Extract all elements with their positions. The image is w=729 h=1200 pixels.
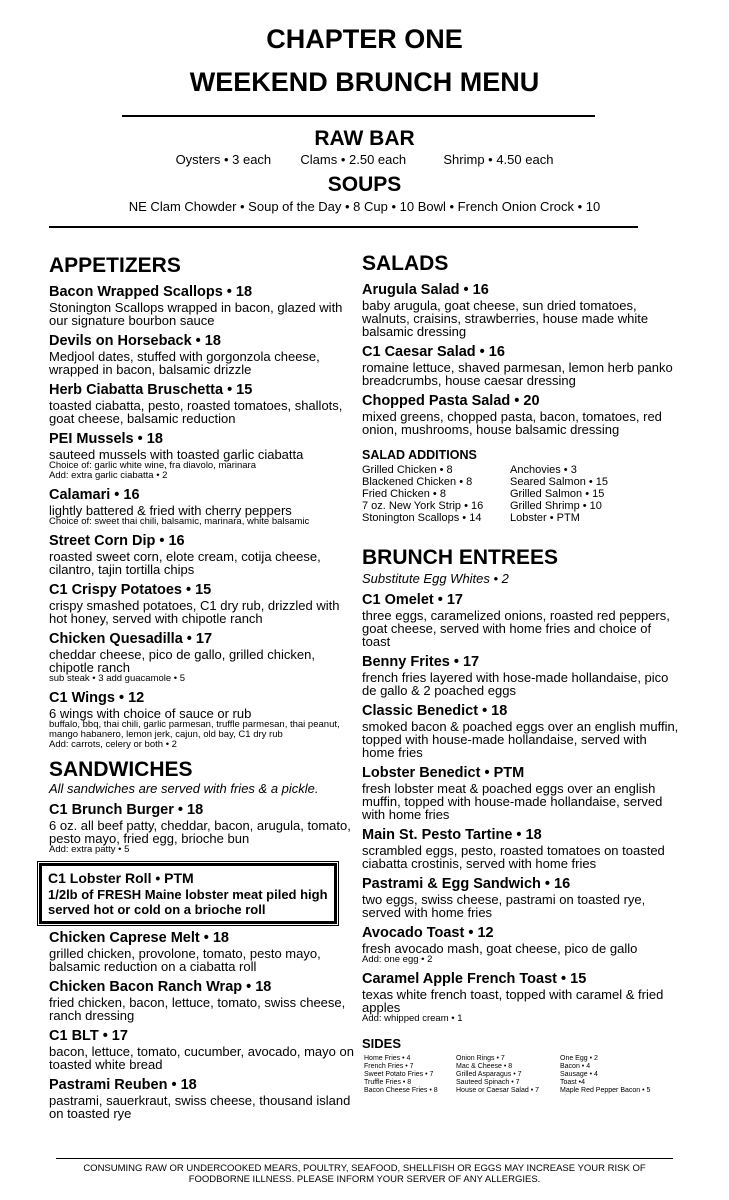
menu-item (49, 431, 354, 481)
side-item: House or Caesar Salad • 7 (456, 1087, 539, 1094)
divider-top (122, 115, 595, 117)
left-column (49, 254, 354, 1120)
brunch-entrees-subtitle: Substitute Egg Whites • 2 (362, 571, 509, 586)
soups-line: NE Clam Chowder • Soup of the Day • 8 Cup • 10 Bowl • French Onion Crock • 10 (128, 199, 601, 214)
item-name: Chicken Quesadilla • 17 (49, 631, 213, 647)
salad-addition: Blackened Chicken • 8 (362, 476, 473, 488)
sides-col1 (364, 1055, 456, 1095)
item-desc: 1/2lb of FRESH Maine lobster meat piled high served hot or cold on a brioche roll (48, 887, 328, 917)
item-name: Arugula Salad • 16 (362, 282, 489, 298)
brunch-entrees-title: BRUNCH ENTREES (362, 546, 559, 569)
menu-title-line1: CHAPTER ONE (266, 24, 463, 54)
item-name: C1 BLT • 17 (49, 1028, 128, 1044)
menu-item (49, 533, 354, 576)
raw-bar-oysters: Oysters • 3 each (175, 152, 272, 167)
item-desc: crispy smashed potatoes, C1 dry rub, drizzled with hot honey, served with chipotle ranch (49, 598, 340, 626)
sandwiches-title: SANDWICHES (49, 758, 193, 781)
allergy-disclaimer (0, 1163, 729, 1185)
menu-item (49, 690, 354, 750)
item-note: Add: whipped cream • 1 (362, 1013, 463, 1024)
item-name: Chopped Pasta Salad • 20 (362, 393, 540, 409)
menu-item (49, 930, 354, 973)
item-desc: 6 wings with choice of sauce or rub (49, 706, 252, 721)
item-name: Classic Benedict • 18 (362, 703, 508, 719)
side-item: Grilled Asparagus • 7 (456, 1071, 522, 1078)
salad-additions-col1 (362, 464, 510, 524)
menu-item (362, 827, 682, 870)
side-item: Bacon • 4 (560, 1063, 591, 1070)
side-item: Bacon Cheese Fries • 8 (364, 1087, 438, 1094)
salad-addition: Lobster • PTM (510, 512, 580, 524)
featured-lobster-roll (39, 863, 337, 924)
side-item: Sweet Potato Fries • 7 (364, 1071, 434, 1078)
raw-bar-title: RAW BAR (314, 127, 415, 150)
item-desc: romaine lettuce, shaved parmesan, lemon herb panko breadcrumbs, house caesar dressing (362, 360, 673, 388)
item-desc: 6 oz. all beef patty, cheddar, bacon, arugula, tomato, pesto mayo, fried egg, brioche bun (49, 818, 351, 846)
item-note: Add: extra garlic ciabatta • 2 (49, 470, 168, 481)
item-name: Caramel Apple French Toast • 15 (362, 971, 587, 987)
disclaimer-line1: CONSUMING RAW OR UNDERCOOKED MEARS, POULTRY, SEAFOOD, SHELLFISH OR EGGS MAY INCREASE YOUR RISK OF (83, 1163, 646, 1174)
divider-bottom (56, 1158, 673, 1159)
item-name: Herb Ciabatta Bruschetta • 15 (49, 382, 253, 398)
salad-addition: Grilled Chicken • 8 (362, 464, 453, 476)
salads-title: SALADS (362, 252, 449, 275)
item-desc: smoked bacon & poached eggs over an english muffin, topped with house-made hollandaise, served with home fries (362, 719, 679, 760)
menu-item (49, 487, 354, 527)
salad-addition: Seared Salmon • 15 (510, 476, 609, 488)
item-desc: Medjool dates, stuffed with gorgonzola cheese, wrapped in bacon, balsamic drizzle (49, 349, 320, 377)
menu-item (49, 979, 354, 1022)
divider-middle (49, 226, 638, 228)
item-desc: toasted ciabatta, pesto, roasted tomatoes, shallots, goat cheese, balsamic reduction (49, 398, 343, 426)
item-name: Main St. Pesto Tartine • 18 (362, 827, 542, 843)
side-item: Onion Rings • 7 (456, 1055, 505, 1062)
side-item: Maple Red Pepper Bacon • 5 (560, 1087, 651, 1094)
item-note: Add: carrots, celery or both • 2 (49, 739, 177, 750)
salad-additions-col2 (510, 464, 608, 524)
salad-addition: Stonington Scallops • 14 (362, 512, 482, 524)
item-name: C1 Brunch Burger • 18 (49, 802, 204, 818)
side-item: Toast •4 (560, 1079, 586, 1086)
salad-additions-grid (362, 464, 682, 524)
item-name: C1 Crispy Potatoes • 15 (49, 582, 212, 598)
item-name: PEI Mussels • 18 (49, 431, 163, 447)
menu-item (49, 1077, 354, 1120)
item-name: C1 Omelet • 17 (362, 592, 463, 608)
item-name: C1 Wings • 12 (49, 690, 145, 706)
item-desc: cheddar cheese, pico de gallo, grilled chicken, chipotle ranch (49, 647, 315, 675)
item-desc: sauteed mussels with toasted garlic ciabatta (49, 447, 304, 462)
item-desc: roasted sweet corn, elote cream, cotija cheese, cilantro, tajin tortilla chips (49, 549, 321, 577)
item-desc: pastrami, sauerkraut, swiss cheese, thousand island on toasted rye (49, 1093, 351, 1121)
side-item: Mac & Cheese • 8 (456, 1063, 513, 1070)
side-item: French Fries • 7 (364, 1063, 414, 1070)
salad-addition: Anchovies • 3 (510, 464, 577, 476)
appetizers-title: APPETIZERS (49, 254, 181, 277)
item-desc: mixed greens, chopped pasta, bacon, tomatoes, red onion, mushrooms, house balsamic dressing (362, 409, 662, 437)
item-desc: two eggs, swiss cheese, pastrami on toasted rye, served with home fries (362, 892, 646, 920)
sandwiches-list (49, 930, 354, 1120)
menu-item (362, 703, 682, 759)
item-desc: fresh lobster meat & poached eggs over an english muffin, topped with house-made hollandaise, served with home fries (362, 781, 663, 822)
item-name: C1 Lobster Roll • PTM (48, 870, 194, 886)
side-item: Truffle Fries • 8 (364, 1079, 412, 1086)
item-name: Pastrami & Egg Sandwich • 16 (362, 876, 571, 892)
item-desc: texas white french toast, topped with caramel & fried apples (362, 987, 664, 1015)
item-note: Add: extra patty • 5 (49, 844, 130, 855)
raw-bar-clams: Clams • 2.50 each (300, 152, 407, 167)
salad-addition: Grilled Shrimp • 10 (510, 500, 602, 512)
item-name: Chicken Bacon Ranch Wrap • 18 (49, 979, 272, 995)
raw-bar-items (0, 152, 729, 167)
item-desc: fried chicken, bacon, lettuce, tomato, swiss cheese, ranch dressing (49, 995, 346, 1023)
menu-title-line2: WEEKEND BRUNCH MENU (189, 67, 540, 97)
item-name: Chicken Caprese Melt • 18 (49, 930, 229, 946)
sides-col2 (456, 1055, 560, 1095)
side-item: Sausage • 4 (560, 1071, 598, 1078)
menu-item (49, 1028, 354, 1071)
menu-item (49, 333, 354, 376)
side-item: One Egg • 2 (560, 1055, 598, 1062)
sides-grid (364, 1055, 682, 1095)
item-name: Avocado Toast • 12 (362, 925, 494, 941)
item-desc: three eggs, caramelized onions, roasted red peppers, goat cheese, served with home fries and choice of toast (362, 608, 670, 649)
item-desc: fresh avocado mash, goat cheese, pico de gallo (362, 941, 638, 956)
item-name: Calamari • 16 (49, 487, 140, 503)
menu-item (49, 382, 354, 425)
menu-item (362, 876, 682, 919)
item-name: Bacon Wrapped Scallops • 18 (49, 284, 253, 300)
item-note: Choice of: garlic white wine, fra diavolo, marinara (49, 460, 256, 471)
brunch-entrees-list (362, 592, 682, 1024)
menu-item (362, 344, 682, 387)
item-name: C1 Caesar Salad • 16 (362, 344, 505, 360)
salad-addition: Fried Chicken • 8 (362, 488, 446, 500)
menu-item (362, 971, 682, 1024)
menu-item (362, 925, 682, 965)
salad-additions-title: SALAD ADDITIONS (362, 448, 477, 462)
menu-item (362, 393, 682, 436)
menu-item (362, 654, 682, 697)
item-name: Street Corn Dip • 16 (49, 533, 185, 549)
menu-item (49, 284, 354, 327)
item-name: Devils on Horseback • 18 (49, 333, 221, 349)
item-desc: baby arugula, goat cheese, sun dried tomatoes, walnuts, craisins, strawberries, house made white balsamic dressing (362, 298, 649, 339)
menu-item (49, 631, 354, 684)
sides-col3 (560, 1055, 650, 1095)
item-desc: french fries layered with hose-made hollandaise, pico de gallo & 2 poached eggs (362, 670, 669, 698)
right-column (362, 252, 682, 1095)
side-item: Home Fries • 4 (364, 1055, 411, 1062)
side-item: Sauteed Spinach • 7 (456, 1079, 520, 1086)
menu-item (362, 592, 682, 648)
item-note: buffalo, bbq, thai chili, garlic parmesan, truffle parmesan, thai peanut, mango habanero, lemon jerk, cajun, old bay, C1 dry rub (49, 719, 340, 740)
item-note: Choice of: sweet thai chili, balsamic, marinara, white balsamic (49, 516, 310, 527)
item-desc: lightly battered & fried with cherry peppers (49, 503, 292, 518)
item-desc: scrambled eggs, pesto, roasted tomatoes on toasted ciabatta crostinis, served with home fries (362, 843, 665, 871)
raw-bar-shrimp: Shrimp • 4.50 each (443, 152, 554, 167)
item-note: sub steak • 3 add guacamole • 5 (49, 673, 186, 684)
item-desc: grilled chicken, provolone, tomato, pesto mayo, balsamic reduction on a ciabatta roll (49, 946, 321, 974)
salad-addition: 7 oz. New York Strip • 16 (362, 500, 484, 512)
appetizers-list (49, 284, 354, 750)
item-name: Benny Frites • 17 (362, 654, 480, 670)
disclaimer-line2: FOODBORNE ILLNESS. PLEASE INFORM YOUR SERVER OF ANY ALLERGIES. (188, 1174, 541, 1185)
item-note: Add: one egg • 2 (362, 954, 433, 965)
item-name: Lobster Benedict • PTM (362, 765, 525, 781)
menu-item (362, 282, 682, 338)
menu-item (49, 802, 354, 855)
menu-item (362, 765, 682, 821)
item-name: Pastrami Reuben • 18 (49, 1077, 197, 1093)
item-desc: Stonington Scallops wrapped in bacon, glazed with our signature bourbon sauce (49, 300, 343, 328)
menu-item (49, 582, 354, 625)
sides-title: SIDES (362, 1036, 402, 1051)
item-desc: bacon, lettuce, tomato, cucumber, avocado, mayo on toasted white bread (49, 1044, 354, 1072)
salad-addition: Grilled Salmon • 15 (510, 488, 605, 500)
salads-list (362, 282, 682, 436)
sandwiches-subtitle: All sandwiches are served with fries & a pickle. (49, 781, 319, 796)
soups-title: SOUPS (327, 173, 402, 196)
